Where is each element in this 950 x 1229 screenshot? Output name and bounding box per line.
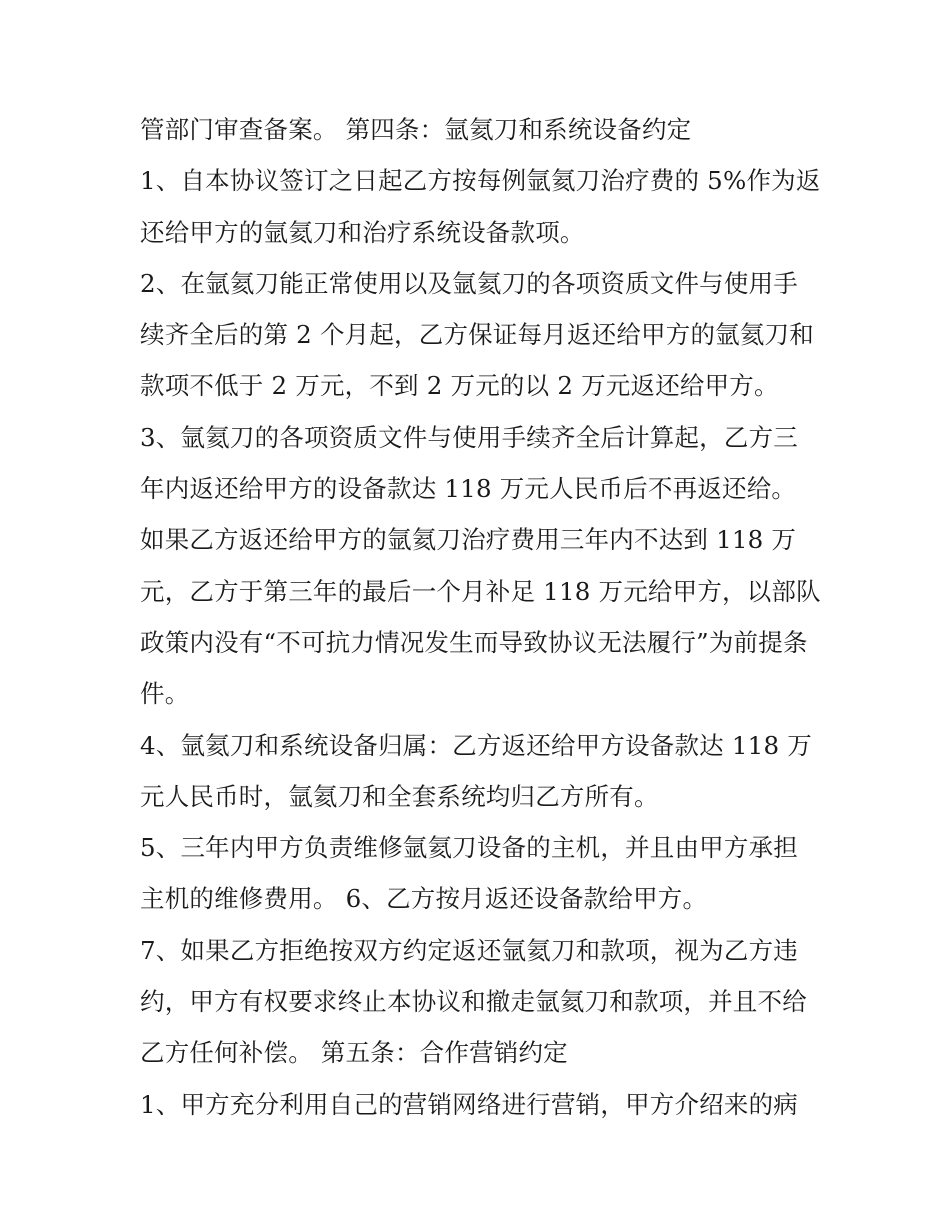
text-line: 3、氩氦刀的各项资质文件与使用手续齐全后计算起，乙方三 xyxy=(140,422,798,452)
text-line: 5、三年内甲方负责维修氩氦刀设备的主机，并且由甲方承担 xyxy=(140,833,798,863)
document-body xyxy=(140,104,820,1130)
text-line: 件。 xyxy=(140,679,190,709)
text-line: 政策内没有“不可抗力情况发生而导致协议无法履行”为前提条 xyxy=(140,627,808,657)
text-line: 如果乙方返还给甲方的氩氦刀治疗费用三年内不达到 118 万 xyxy=(140,525,797,555)
text-line: 7、如果乙方拒绝按双方约定返还氩氦刀和款项，视为乙方违 xyxy=(140,935,798,965)
text-line: 1、自本协议签订之日起乙方按每例氩氦刀治疗费的 5%作为返 xyxy=(140,166,821,196)
text-line: 主机的维修费用。 6、乙方按月返还设备款给甲方。 xyxy=(140,884,708,914)
text-line: 元人民币时，氩氦刀和全套系统均归乙方所有。 xyxy=(140,781,659,811)
text-line: 还给甲方的氩氦刀和治疗系统设备款项。 xyxy=(140,217,585,247)
text-line: 管部门审查备案。 第四条：氩氦刀和系统设备约定 xyxy=(140,115,692,144)
text-line: 2、在氩氦刀能正常使用以及氩氦刀的各项资质文件与使用手 xyxy=(140,268,798,298)
text-line: 乙方任何补偿。 第五条：合作营销约定 xyxy=(140,1038,568,1068)
text-line: 元，乙方于第三年的最后一个月补足 118 万元给甲方，以部队 xyxy=(140,576,821,606)
text-line: 约，甲方有权要求终止本协议和撤走氩氦刀和款项，并且不给 xyxy=(140,987,807,1017)
text-line: 款项不低于 2 万元，不到 2 万元的以 2 万元返还给甲方。 xyxy=(140,371,779,401)
text-line: 续齐全后的第 2 个月起，乙方保证每月返还给甲方的氩氦刀和 xyxy=(140,320,814,350)
text-line: 1、甲方充分利用自己的营销网络进行营销，甲方介绍来的病 xyxy=(140,1089,798,1119)
text-line: 4、氩氦刀和系统设备归属：乙方返还给甲方设备款达 118 万 xyxy=(140,730,812,760)
text-line: 年内返还给甲方的设备款达 118 万元人民币后不再返还给。 xyxy=(140,474,797,504)
